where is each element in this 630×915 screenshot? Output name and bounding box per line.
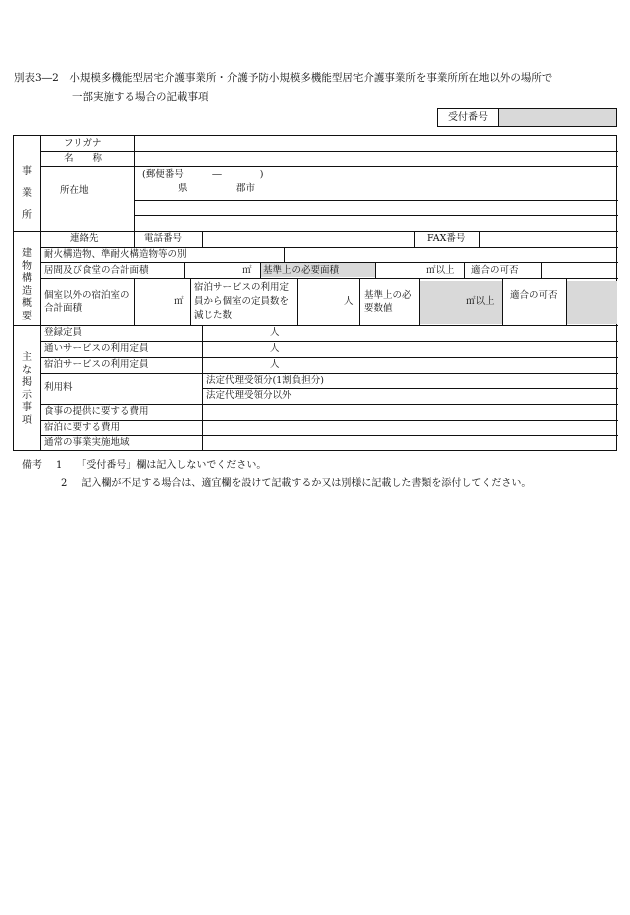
capacity-label: 宿泊サービスの利用定員から個室の定員数を減じた数 [194, 282, 290, 321]
note-1-text: 「受付番号」欄は記入しないでください。 [76, 460, 267, 471]
meal-label: 食事の提供に要する費用 [44, 406, 149, 417]
note-1 [22, 457, 531, 475]
receipt-number-field[interactable] [499, 109, 616, 126]
office-section-label: 事業所 [22, 166, 32, 221]
contact-label: 連絡先 [70, 233, 99, 244]
fee-proxy1-label: 法定代理受領分(1割負担分) [206, 375, 324, 386]
area-label: 通常の事業実施地域 [44, 437, 130, 448]
stay-service-unit: 人 [270, 359, 280, 370]
fireproof-label: 耐火構造物、準耐火構造物等の別 [44, 249, 187, 260]
notes-head: 備考 [22, 460, 42, 471]
phone-field[interactable] [205, 233, 410, 245]
furigana-field[interactable] [136, 138, 614, 150]
address-label: 所在地 [60, 185, 89, 196]
fee-label: 利用料 [44, 382, 73, 393]
required-value-label: 基準上の必要数値 [364, 290, 412, 314]
name-label: 名 称 [64, 153, 103, 164]
day-service-label: 通いサービスの利用定員 [44, 343, 149, 354]
phone-label: 電話番号 [144, 233, 183, 244]
name-field[interactable] [136, 153, 614, 165]
lodging-label: 宿泊に要する費用 [44, 422, 121, 433]
required-area-unit: ㎡以上 [426, 265, 455, 276]
note-2-number: 2 [61, 478, 68, 489]
living-area-unit: ㎡ [242, 265, 252, 276]
building-section-label: 建物構造概要 [22, 248, 32, 322]
notes [22, 457, 531, 493]
compliance2-label: 適合の可否 [510, 290, 558, 301]
registered-label: 登録定員 [44, 327, 83, 338]
note-2-text: 記入欄が不足する場合は、適宜欄を設けて記載するか又は別様に記載した書類を添付してください。 [81, 478, 532, 489]
note-1-number: 1 [56, 460, 63, 471]
items-section-label: 主な掲示事項 [22, 352, 32, 426]
fee-proxy2-label: 法定代理受領分以外 [206, 390, 292, 401]
city-text: 郡市 [236, 183, 256, 194]
receipt-number-box [437, 108, 617, 127]
living-area-label: 居間及び食堂の合計面積 [44, 265, 149, 276]
furigana-label: フリガナ [64, 138, 102, 149]
form-table [13, 135, 617, 451]
registered-unit: 人 [270, 327, 280, 338]
prefecture-text: 県 [178, 183, 188, 194]
stay-service-label: 宿泊サービスの利用定員 [44, 359, 149, 370]
note-2 [22, 475, 531, 493]
fax-label: FAX番号 [427, 233, 466, 244]
room-area-label: 個室以外の宿泊室の合計面積 [44, 290, 130, 314]
day-service-unit: 人 [270, 343, 280, 354]
fax-field[interactable] [482, 233, 614, 245]
form-title-line1: 別表3―2 小規模多機能型居宅介護事業所・介護予防小規模多機能型居宅介護事業所を事業所所在地以外の場所で [14, 72, 553, 84]
room-area-unit: ㎡ [174, 296, 184, 307]
postal-code-text: (郵便番号 ― ) [142, 169, 264, 180]
receipt-number-label: 受付番号 [438, 109, 499, 126]
form-title-line2: 一部実施する場合の記載事項 [72, 91, 209, 103]
compliance-label: 適合の可否 [471, 265, 519, 276]
required-area-label: 基準上の必要面積 [263, 265, 340, 276]
required-value-unit: ㎡以上 [466, 296, 495, 307]
capacity-unit: 人 [344, 296, 354, 307]
